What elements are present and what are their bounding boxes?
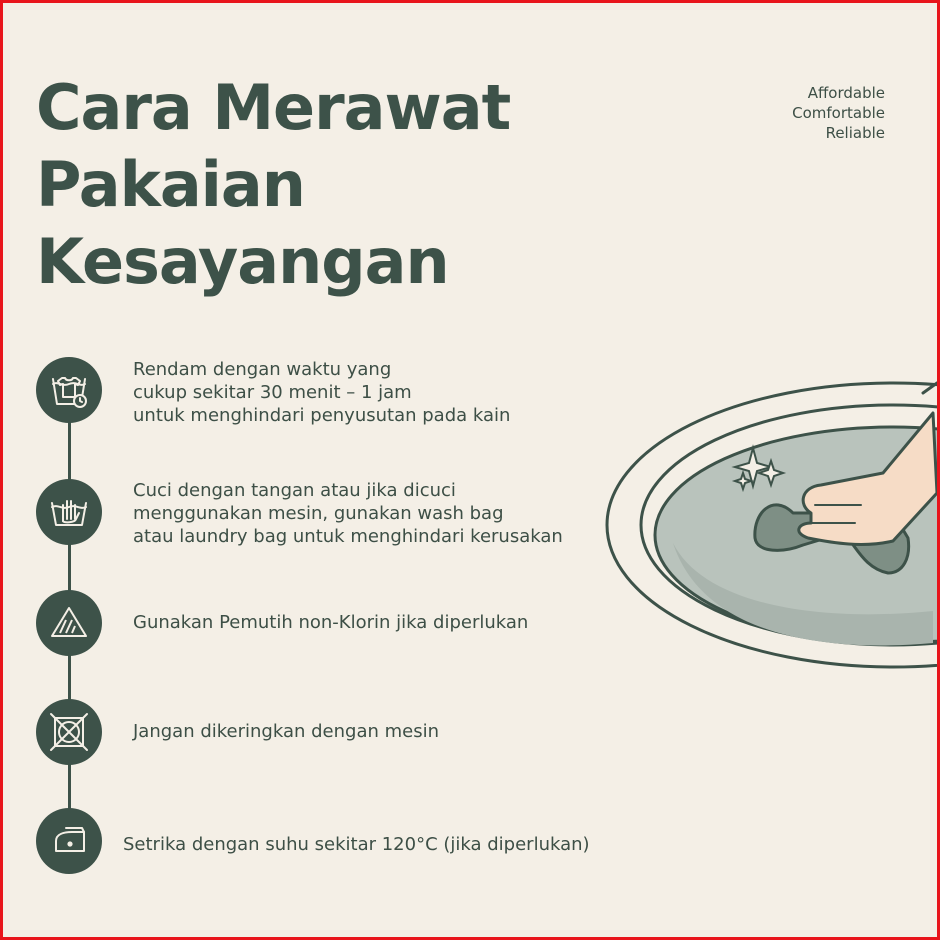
tagline-item: Comfortable [792,104,885,122]
step-4-text [133,720,439,743]
tagline-item: Affordable [807,84,885,102]
step-line: atau laundry bag untuk menghindari kerusakan [133,526,563,547]
title-line-3: Kesayangan [36,225,449,298]
step-line: Setrika dengan suhu sekitar 120°C (jika diperlukan) [123,834,590,855]
title-line-2: Pakaian [36,148,305,221]
step-line: Cuci dengan tangan atau jika dicuci [133,480,456,501]
step-line: Gunakan Pemutih non-Klorin jika diperlukan [133,612,529,633]
step-line: cukup sekitar 30 menit – 1 jam [133,382,412,403]
title-line-1: Cara Merawat [36,71,511,144]
non-chlorine-bleach-icon [36,590,102,656]
hand-wash-icon [36,479,102,545]
step-line: Rendam dengan waktu yang [133,359,392,380]
tagline-item: Reliable [825,124,885,142]
tagline [792,83,885,143]
hand-washing-basin-illustration [593,373,937,673]
step-3-text [133,611,528,634]
step-5-text [123,833,590,856]
step-line: menggunakan mesin, gunakan wash bag [133,503,504,524]
step-line: Jangan dikeringkan dengan mesin [133,721,440,742]
soak-shirt-icon [36,357,102,423]
step-2-text [133,479,563,548]
do-not-tumble-dry-icon [36,699,102,765]
iron-low-heat-icon [36,808,102,874]
page-title [36,69,510,300]
step-1-text [133,358,510,427]
step-line: untuk menghindari penyusutan pada kain [133,405,511,426]
